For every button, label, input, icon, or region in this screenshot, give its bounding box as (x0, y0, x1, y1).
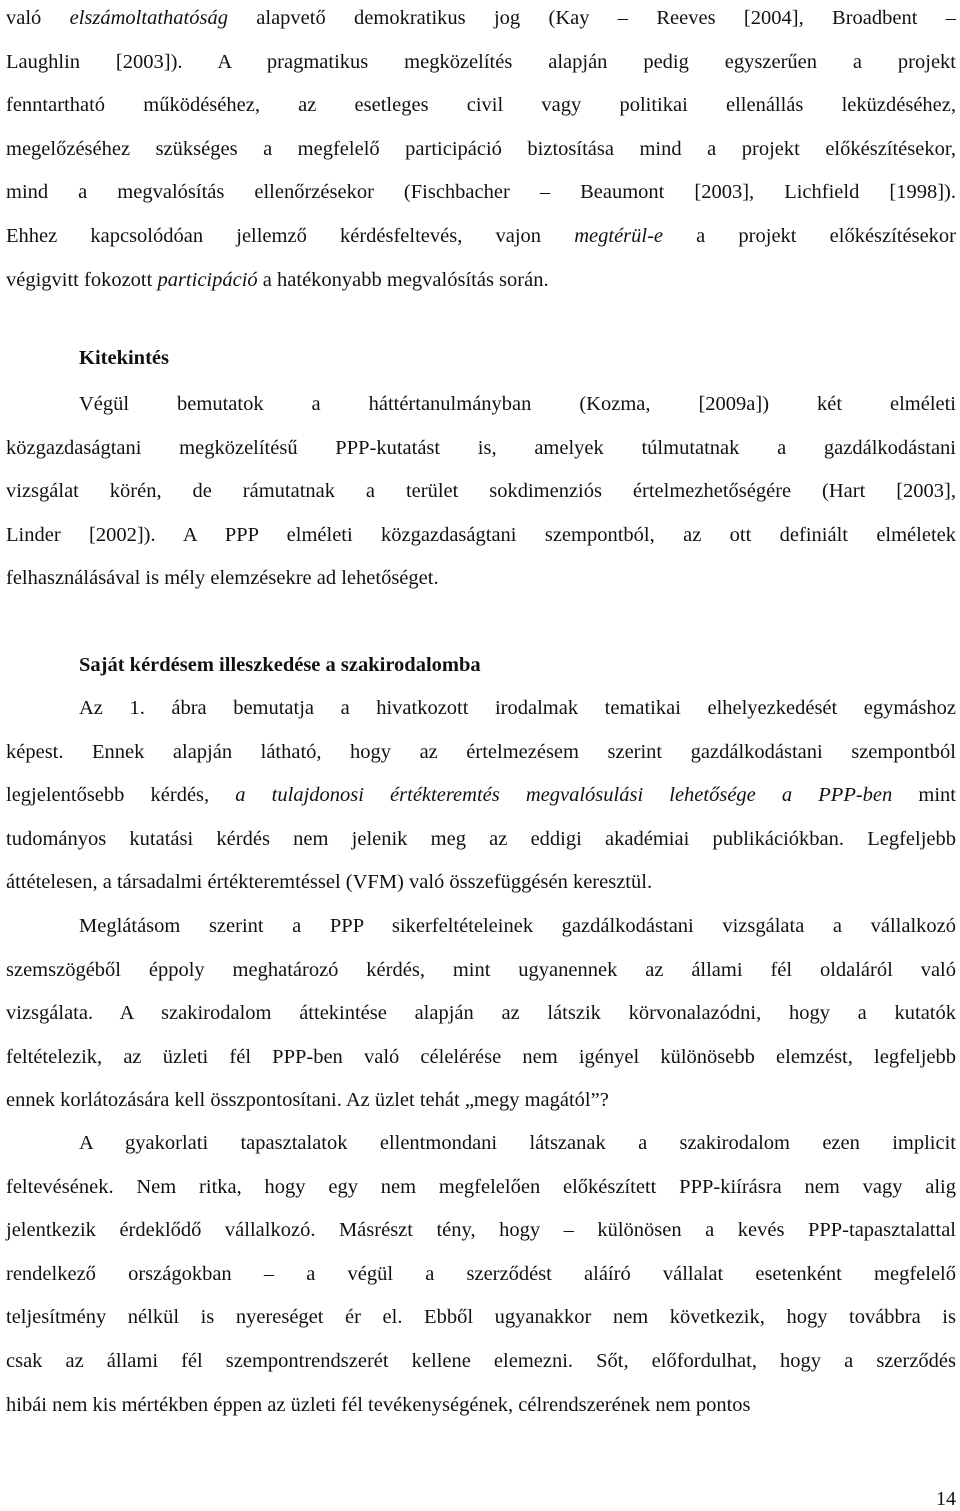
text-line: képest. Ennek alapján látható, hogy az értelmezésem szerint gazdálkodástani szempontból (6, 740, 956, 763)
text-line: vizsgálata. A szakirodalom áttekintése alapján az látszik körvonalazódni, hogy a kutatók (6, 1002, 956, 1025)
text-line: Linder [2002]). A PPP elméleti közgazdaságtani szempontból, az ott definiált elméletek (6, 523, 956, 546)
text-line: A gyakorlati tapasztalatok ellentmondani látszanak a szakirodalom ezen implicit (79, 1132, 956, 1154)
text-line: jelentkezik érdeklődő vállalkozó. Másrészt tény, hogy – különösen a kevés PPP-tapasztalattal (6, 1219, 956, 1242)
text-line: Meglátásom szerint a PPP sikerfeltételeinek gazdálkodástani vizsgálata a vállalkozó (79, 915, 956, 937)
text-line: fenntartható működéséhez, az esetleges civil vagy politikai ellenállás leküzdéséhez, (6, 94, 956, 117)
italic-text: participáció (157, 268, 258, 291)
text-line: Végül bemutatok a háttértanulmányban (Kozma, [2009a]) két elméleti (79, 393, 956, 415)
text-line: hibái nem kis mértékben éppen az üzleti fél tevékenységének, célrendszerének nem pontos (6, 1393, 751, 1416)
text-line: megelőzéséhez szükséges a megfelelő participáció biztosítása mind a projekt előkészítésekor, (6, 137, 956, 160)
text-line: végigvitt fokozott participáció a hatékonyabb megvalósítás során. (6, 268, 549, 291)
heading-kitekintes: Kitekintés (79, 347, 169, 369)
text-line: felhasználásával is mély elemzésekre ad lehetőséget. (6, 567, 439, 590)
text-line: feltételezik, az üzleti fél PPP-ben való célelérése nem igényel különösebb elemzést, legfeljebb (6, 1045, 956, 1068)
text-line: Laughlin [2003]). A pragmatikus megközelítés alapján pedig egyszerűen a projekt (6, 50, 956, 73)
heading-sajat-kerdes: Saját kérdésem illeszkedése a szakirodalomba (79, 654, 481, 676)
text-line: Az 1. ábra bemutatja a hivatkozott irodalmak tematikai elhelyezkedését egymáshoz (79, 697, 956, 719)
italic-text: a tulajdonosi értékteremtés megvalósulási lehetősége a PPP-ben (235, 784, 893, 807)
text-line: tudományos kutatási kérdés nem jelenik meg az eddigi akadémiai publikációkban. Legfeljebb (6, 827, 956, 850)
page-number: 14 (936, 1488, 956, 1510)
text-line: ennek korlátozására kell összpontosítani. Az üzlet tehát „megy magától”? (6, 1089, 609, 1112)
text-line: feltevésének. Nem ritka, hogy egy nem megfelelően előkészített PPP-kiírásra nem vagy alig (6, 1175, 956, 1198)
text-line: teljesítmény nélkül is nyereséget ér el. Ebből ugyanakkor nem következik, hogy továbbra is (6, 1306, 956, 1329)
italic-text: elszámoltathatóság (69, 7, 228, 29)
text-line: legjelentősebb kérdés, a tulajdonosi értékteremtés megvalósulási lehetősége a PPP-ben mint (6, 784, 956, 807)
text-line: való elszámoltathatóság alapvető demokratikus jog (Kay – Reeves [2004], Broadbent – (6, 7, 956, 29)
text-line: áttételesen, a társadalmi értékteremtéssel (VFM) való összefüggésén keresztül. (6, 871, 653, 894)
text-line: rendelkező országokban – a végül a szerződést aláíró vállalat esetenként megfelelő (6, 1262, 956, 1285)
text-line: Ehhez kapcsolódóan jellemző kérdésfeltevés, vajon megtérül-e a projekt előkészítésekor (6, 225, 957, 247)
text-line: közgazdaságtani megközelítésű PPP-kutatást is, amelyek túlmutatnak a gazdálkodástani (6, 436, 956, 459)
text-line: szemszögéből éppoly meghatározó kérdés, mint ugyanennek az állami fél oldaláról való (6, 958, 956, 981)
text-line: vizsgálat körén, de rámutatnak a terület sokdimenziós értelmezhetőségére (Hart [2003], (6, 480, 956, 503)
italic-text: megtérül-e (574, 225, 664, 247)
text-line: csak az állami fél szempontrendszerét kellene elemezni. Sőt, előfordulhat, hogy a szerződés (6, 1350, 956, 1372)
text-line: mind a megvalósítás ellenőrzésekor (Fischbacher – Beaumont [2003], Lichfield [1998]). (6, 181, 956, 204)
